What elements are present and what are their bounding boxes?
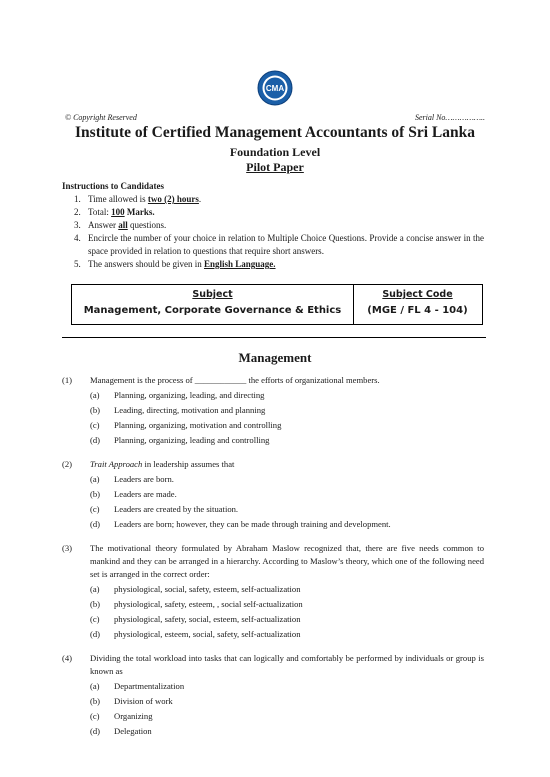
option-d[interactable]: (d) Planning, organizing, leading and controlling: [90, 435, 270, 445]
questions-list: [62, 374, 484, 749]
divider: [62, 337, 486, 338]
option-b[interactable]: (b) Leaders are made.: [90, 489, 177, 499]
serial-number: Serial No……………..: [414, 113, 485, 122]
section-title: Management: [238, 350, 312, 365]
paper-title: Pilot Paper: [246, 160, 304, 174]
instructions-list: [62, 193, 484, 271]
question-text: The motivational theory formulated by Abraham Maslow recognized that, there are five needs common to mankind and they can be arranged in a hierarchy. According to Maslow’s theory, which one of the following need set is arranged in the correct order:: [90, 543, 484, 579]
instruction-item: 2. Total: 100 Marks.: [74, 207, 155, 217]
subject-code: (MGE / FL 4 - 104): [367, 305, 468, 316]
question-4: [62, 652, 484, 738]
question-number: (3): [62, 543, 73, 553]
subject-name: Management, Corporate Governance & Ethics: [83, 305, 342, 316]
level-title: Foundation Level: [229, 145, 321, 159]
question-text: Trait Approach in leadership assumes that: [90, 459, 235, 469]
cma-logo: [257, 70, 293, 106]
option-c[interactable]: (c) physiological, safety, social, esteem, self-actualization: [90, 614, 301, 624]
subject-header: Subject: [192, 289, 233, 300]
option-b[interactable]: (b) Division of work: [90, 696, 173, 706]
option-d[interactable]: (d) physiological, esteem, social, safety, self-actualization: [90, 629, 301, 639]
option-a[interactable]: (a) Departmentalization: [90, 681, 185, 691]
option-a[interactable]: (a) physiological, social, safety, esteem, self-actualization: [90, 584, 301, 594]
question-text: Management is the process of ____________ the efforts of organizational members.: [90, 375, 380, 385]
option-a[interactable]: (a) Leaders are born.: [90, 474, 174, 484]
code-header: Subject Code: [382, 289, 453, 300]
question-text: Dividing the total workload into tasks that can logically and comfortably be performed by individuals or group is known as: [90, 653, 484, 676]
question-number: (4): [62, 653, 73, 663]
option-a[interactable]: (a) Planning, organizing, leading, and directing: [90, 390, 265, 400]
instruction-item: 4. Encircle the number of your choice in relation to Multiple Choice Questions. Provide a concise answer in the space provided in relation to questions that require short answers.: [74, 233, 484, 256]
institute-title: Institute of Certified Management Accountants of Sri Lanka: [75, 124, 475, 141]
question-1: [62, 374, 484, 447]
logo-text: CMA: [265, 84, 285, 93]
option-c[interactable]: (c) Leaders are created by the situation.: [90, 504, 239, 514]
subject-column: [72, 285, 354, 324]
option-b[interactable]: (b) physiological, safety, esteem, , social self-actualization: [90, 599, 303, 609]
option-d[interactable]: (d) Delegation: [90, 726, 152, 736]
subject-table: [71, 284, 483, 325]
instruction-item: 1. Time allowed is two (2) hours.: [74, 194, 202, 204]
option-b[interactable]: (b) Leading, directing, motivation and planning: [90, 405, 266, 415]
option-d[interactable]: (d) Leaders are born; however, they can be made through training and development.: [90, 519, 391, 529]
question-2: [62, 458, 484, 531]
option-c[interactable]: (c) Planning, organizing, motivation and controlling: [90, 420, 282, 430]
option-c[interactable]: (c) Organizing: [90, 711, 153, 721]
question-number: (1): [62, 375, 73, 385]
instruction-item: 3. Answer all questions.: [74, 220, 167, 230]
question-3: [62, 542, 484, 641]
instruction-item: 5. The answers should be given in English Language.: [74, 259, 276, 269]
instructions-heading: Instructions to Candidates: [62, 181, 165, 191]
code-column: [353, 285, 482, 324]
copyright-text: © Copyright Reserved: [65, 113, 137, 122]
question-number: (2): [62, 459, 73, 469]
